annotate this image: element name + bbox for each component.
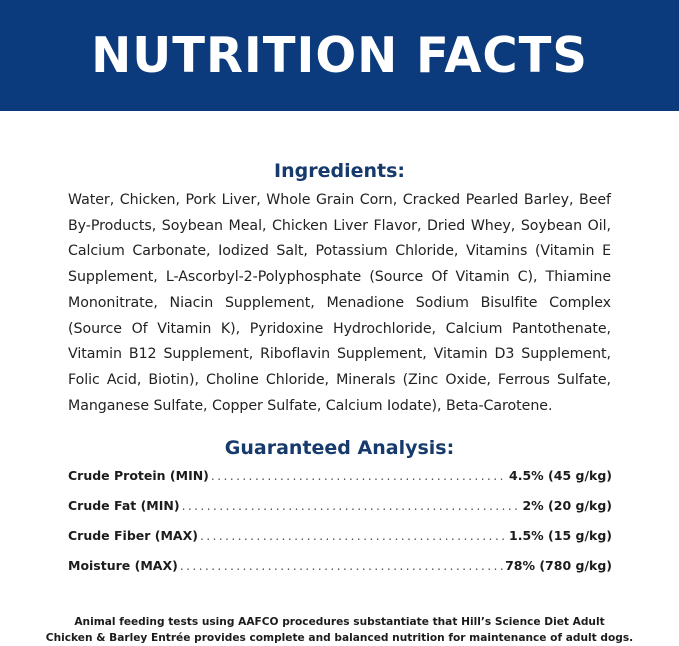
analysis-row-crude-protein [68,468,612,498]
aafco-statement [0,614,679,646]
dot-leader [211,468,507,483]
analysis-label: Crude Protein (MIN) [68,468,209,483]
analysis-row-crude-fat [68,498,612,528]
header-banner [0,0,679,111]
analysis-label: Crude Fat (MIN) [68,498,180,513]
guaranteed-analysis-heading: Guaranteed Analysis: [224,437,455,459]
aafco-statement-line-1: Animal feeding tests using AAFCO procedures substantiate that Hill’s Science Diet Adult [74,616,605,628]
analysis-value: 2% (20 g/kg) [522,498,612,513]
analysis-value: 1.5% (15 g/kg) [509,528,612,543]
analysis-label: Moisture (MAX) [68,558,178,573]
analysis-value: 4.5% (45 g/kg) [509,468,612,483]
ingredients-heading: Ingredients: [274,160,405,182]
ingredients-text: Water, Chicken, Pork Liver, Whole Grain Corn, Cracked Pearled Barley, Beef By-Products, Soybean Meal, Chicken Liver Flavor, Dried Whey, Soybean Oil, Calcium Carbonate, Iodized Salt, Potassium Chloride, Vitamins (Vitamin E Supplement, L-Ascorbyl-2-Polyphosphate (Source Of Vitamin C), Thiamine Mononitrate, Niacin Supplement, Menadione Sodium Bisulfite Complex (Source Of Vitamin K), Pyridoxine Hydrochloride, Calcium Pantothenate, Vitamin B12 Supplement, Riboflavin Supplement, Vitamin D3 Supplement, Folic Acid, Biotin), Choline Chloride, Minerals (Zinc Oxide, Ferrous Sulfate, Manganese Sulfate, Copper Sulfate, Calcium Iodate), Beta-Carotene. [68,192,611,414]
analysis-value: 78% (780 g/kg) [505,558,612,573]
analysis-row-crude-fiber [68,528,612,558]
page-title: NUTRITION FACTS [91,27,588,84]
analysis-row-moisture [68,558,612,588]
dot-leader [200,528,507,543]
dot-leader [182,498,521,513]
dot-leader [180,558,503,573]
analysis-label: Crude Fiber (MAX) [68,528,198,543]
aafco-statement-line-2: Chicken & Barley Entrée provides complete and balanced nutrition for maintenance of adult dogs. [45,632,634,644]
guaranteed-analysis-table [68,468,612,588]
